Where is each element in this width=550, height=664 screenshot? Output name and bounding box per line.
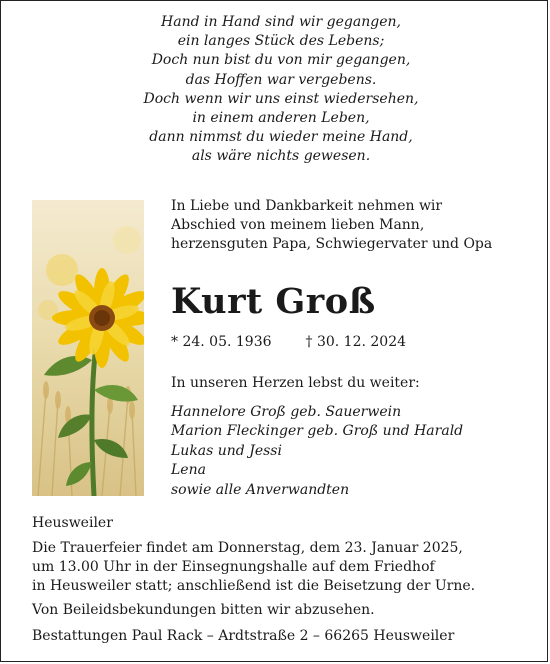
poem-line: das Hoffen war vergebens. [185,71,377,88]
intro-line: Abschied von meinem lieben Mann, [171,217,425,233]
poem-line: Doch nun bist du von mir gegangen, [151,52,411,69]
sunflower-photo [32,200,144,496]
mourner: Lukas und Jessi [171,442,282,459]
life-dates [171,334,406,350]
ceremony-info [32,539,532,596]
intro-line: herzensguten Papa, Schwiegervater und Opa [171,236,493,252]
mourner: Marion Fleckinger geb. Groß und Harald [171,423,464,440]
deceased-name: Kurt Groß [171,281,376,322]
condolence-note: Von Beileidsbekundungen bitten wir abzusehen. [32,602,375,618]
intro-block [171,197,531,254]
sunflower-icon [32,200,144,496]
death-date: † 30. 12. 2024 [305,334,407,350]
poem-line: ein langes Stück des Lebens; [177,33,385,50]
birth-date: * 24. 05. 1936 [171,334,272,350]
mourner: sowie alle Anverwandten [171,481,350,498]
ceremony-line: um 13.00 Uhr in der Einsegnungshalle auf dem Friedhof [32,559,435,575]
place: Heusweiler [32,515,113,531]
mourner: Hannelore Groß geb. Sauerwein [171,404,402,420]
poem-line: Hand in Hand sind wir gegangen, [161,14,401,30]
details-block [32,514,532,646]
heart-line: In unseren Herzen lebst du weiter: [171,375,420,391]
poem [1,13,550,167]
intro-line: In Liebe und Dankbarkeit nehmen wir [171,198,443,214]
mourners-list [171,403,463,500]
poem-line: in einem anderen Leben, [192,110,370,127]
ceremony-line: in Heusweiler statt; anschließend ist die Beisetzung der Urne. [32,578,476,594]
undertaker-info: Bestattungen Paul Rack – Ardtstraße 2 – 66265 Heusweiler [32,628,455,644]
ceremony-line: Die Trauerfeier findet am Donnerstag, dem 23. Januar 2025, [32,540,463,556]
poem-line: Doch wenn wir uns einst wiedersehen, [143,90,419,107]
mourner: Lena [171,462,206,479]
poem-line: als wäre nichts gewesen. [191,148,371,165]
poem-line: dann nimmst du wieder meine Hand, [149,129,413,146]
